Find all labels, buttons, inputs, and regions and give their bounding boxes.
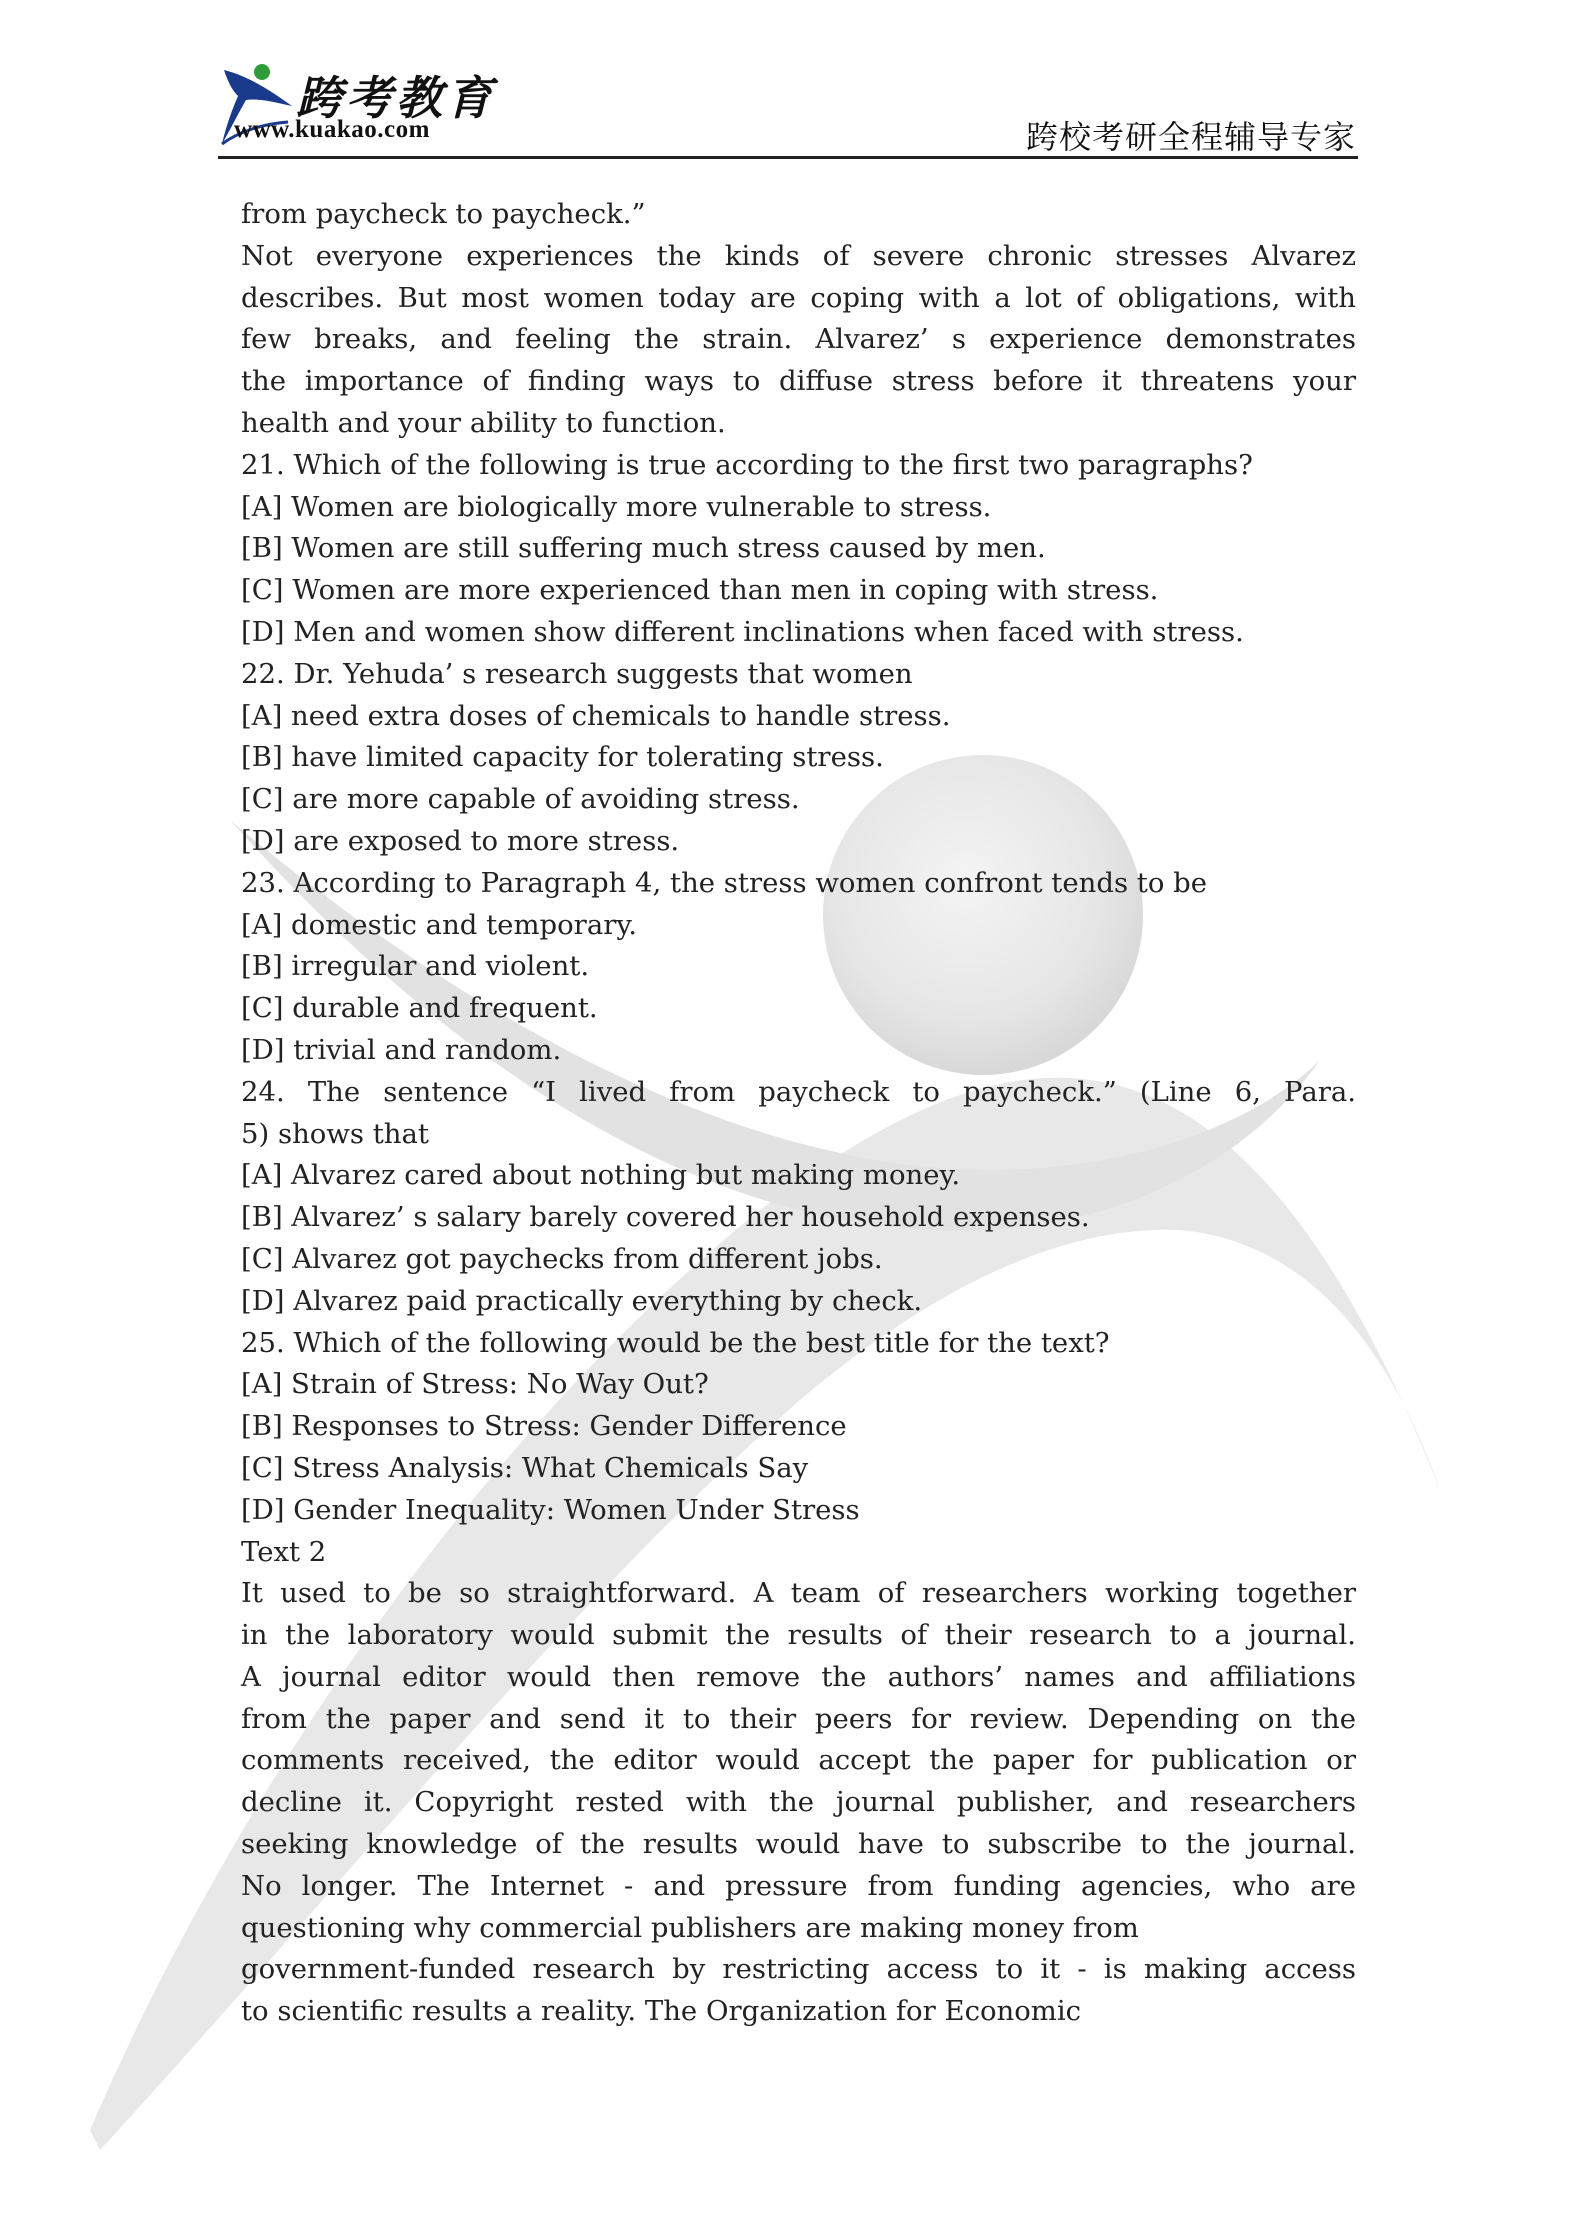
text-line: [D] Gender Inequality: Women Under Stress (241, 1493, 860, 1526)
text-line: health and your ability to function. (241, 406, 726, 439)
text-line: [B] Women are still suffering much stress caused by men. (241, 532, 1046, 565)
text-line: [B] irregular and violent. (241, 950, 590, 983)
text-line: A journal editor would then remove the authors’ names and affiliations (241, 1660, 1356, 1693)
text-line: 5) shows that (241, 1117, 429, 1150)
logo-brand-text: 跨考教育 (296, 71, 496, 125)
text-line: to scientific results a reality. The Organization for Economic (241, 1995, 1082, 2028)
text-line: government-funded research by restricting access to it - is making access (241, 1953, 1356, 1986)
text-line: [C] Stress Analysis: What Chemicals Say (241, 1451, 809, 1484)
text-line: [B] have limited capacity for tolerating stress. (241, 741, 884, 774)
text-line: [C] are more capable of avoiding stress. (241, 783, 800, 816)
text-line: 23. According to Paragraph 4, the stress women confront tends to be (241, 866, 1208, 899)
text-line: [D] Alvarez paid practically everything by check. (241, 1284, 923, 1317)
text-line: the importance of finding ways to diffuse stress before it threatens your (241, 365, 1356, 398)
text-line: [B] Responses to Stress: Gender Difference (241, 1410, 847, 1443)
page-header (0, 0, 1584, 170)
text-line: [D] trivial and random. (241, 1033, 562, 1066)
text-line: [D] are exposed to more stress. (241, 824, 680, 857)
text-line: decline it. Copyright rested with the journal publisher, and researchers (241, 1786, 1356, 1819)
text-line: in the laboratory would submit the results of their research to a journal. (241, 1619, 1356, 1652)
text-line: [A] Women are biologically more vulnerable to stress. (241, 490, 992, 523)
text-line: [C] Alvarez got paychecks from different jobs. (241, 1242, 883, 1275)
text-line: [A] domestic and temporary. (241, 908, 637, 941)
text-line: [C] Women are more experienced than men in coping with stress. (241, 574, 1159, 607)
text-line: It used to be so straightforward. A team of researchers working together (241, 1577, 1356, 1610)
text-line: 25. Which of the following would be the best title for the text? (241, 1326, 1110, 1359)
text-line: from the paper and send it to their peers for review. Depending on the (241, 1702, 1356, 1735)
text-line: 24. The sentence “I lived from paycheck to paycheck.” (Line 6, Para. (241, 1075, 1356, 1108)
text-line: describes. But most women today are coping with a lot of obligations, with (241, 281, 1356, 314)
text-line: comments received, the editor would accept the paper for publication or (241, 1744, 1356, 1777)
text-line: [A] need extra doses of chemicals to handle stress. (241, 699, 951, 732)
text-line: Not everyone experiences the kinds of severe chronic stresses Alvarez (241, 239, 1356, 272)
text-line: questioning why commercial publishers are making money from (241, 1911, 1139, 1944)
text-line: from paycheck to paycheck.” (241, 198, 646, 230)
kuakao-logo (218, 62, 508, 148)
text-line: seeking knowledge of the results would have to subscribe to the journal. (241, 1828, 1356, 1861)
header-slogan: 跨校考研全程辅导专家 (1025, 118, 1356, 156)
text-line: No longer. The Internet - and pressure from funding agencies, who are (241, 1869, 1356, 1902)
text-line: 21. Which of the following is true according to the first two paragraphs? (241, 448, 1253, 481)
text-line: 22. Dr. Yehuda’ s research suggests that women (241, 657, 913, 690)
text-line: few breaks, and feeling the strain. Alvarez’ s experience demonstrates (241, 323, 1356, 356)
text-line: [A] Strain of Stress: No Way Out? (241, 1368, 709, 1401)
text-line: [B] Alvarez’ s salary barely covered her household expenses. (241, 1201, 1090, 1234)
text-line: [D] Men and women show different inclinations when faced with stress. (241, 615, 1244, 648)
header-divider (218, 156, 1358, 159)
logo-url-text: www.kuakao.com (234, 116, 430, 143)
text-line: Text 2 (241, 1535, 327, 1568)
text-line: [C] durable and frequent. (241, 992, 598, 1025)
document-body (241, 194, 1356, 2033)
text-line: [A] Alvarez cared about nothing but making money. (241, 1159, 961, 1192)
